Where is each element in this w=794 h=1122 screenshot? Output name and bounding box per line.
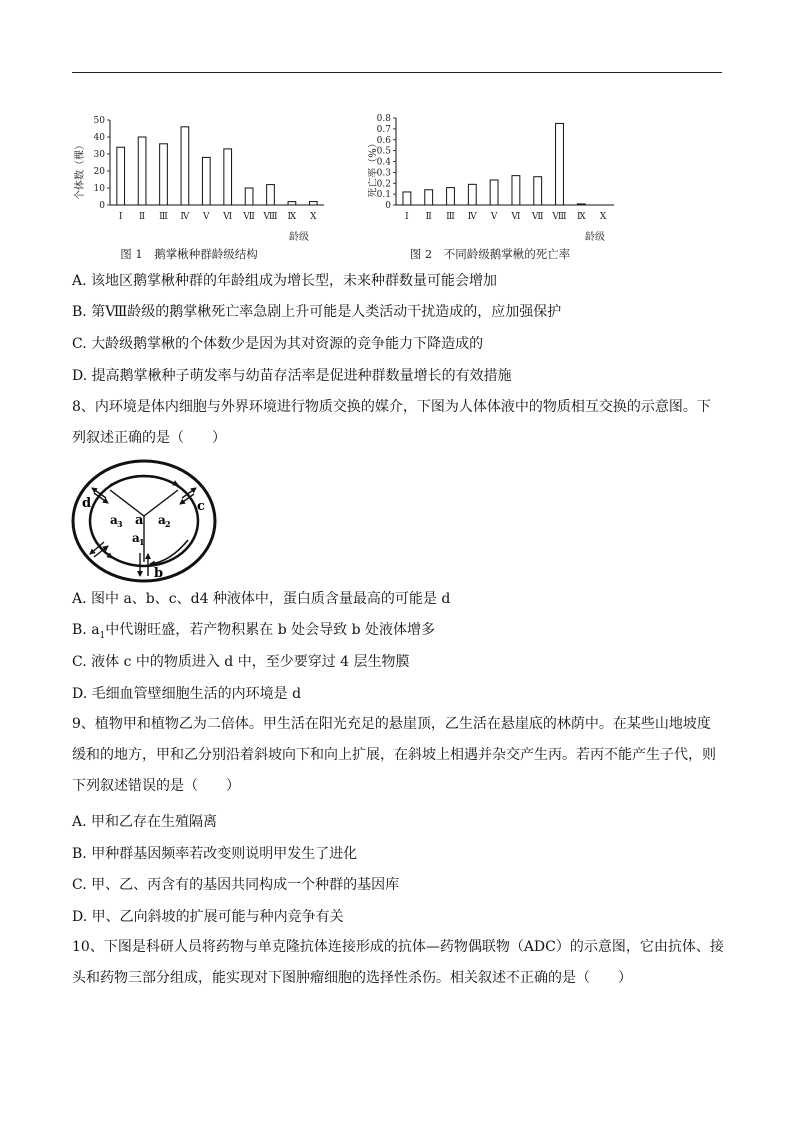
figure-2-y-tick-label: 0.4 xyxy=(376,157,391,168)
figure-2-bar xyxy=(556,123,564,205)
body-fluid-diagram-svg xyxy=(70,458,218,586)
figure-2-y-tick-label: 0.8 xyxy=(376,114,391,124)
figure-1-bar xyxy=(245,188,253,205)
q7-option-a: A. 该地区鹅掌楸种群的年龄组成为增长型，未来种群数量可能会增加 xyxy=(72,273,498,289)
figure-2-y-tick-label: 0.6 xyxy=(376,135,391,146)
header-rule xyxy=(72,72,722,73)
figure-1-x-tick-label: Ⅲ xyxy=(159,212,168,222)
q8-stem: 8、内环境是体内细胞与外界环境进行物质交换的媒介，下图为人体体液中的物质相互交换的示意图。下列叙述正确的是（ ） xyxy=(72,399,711,446)
figure-2-x-tick-label: Ⅹ xyxy=(599,212,607,222)
q8-option-b-subscript: 1 xyxy=(99,630,106,641)
figure-2-mortality-chart xyxy=(368,108,628,263)
figure-2-y-tick-label: 0 xyxy=(385,201,391,211)
q8-option-b-rest: 中代谢旺盛，若产物积累在 b 处会导致 b 处液体增多 xyxy=(105,622,436,638)
figure-2-y-tick-label: 0.2 xyxy=(376,179,391,190)
figure-1-y-tick-label: 30 xyxy=(93,150,105,160)
figure-2-x-axis-label: 龄级 xyxy=(585,232,605,243)
figure-2-y-tick-label: 0.1 xyxy=(376,190,391,201)
figure-2-bar xyxy=(468,184,476,205)
figure-1-x-tick-label: Ⅹ xyxy=(310,212,317,222)
figure-2-bar xyxy=(425,190,433,205)
q8-option-a: A. 图中 a、b、c、d4 种液体中，蛋白质含量最高的可能是 d xyxy=(72,591,451,607)
figure-1-bar xyxy=(160,144,168,205)
diagram-label-a2-sub: 2 xyxy=(165,519,171,529)
figure-2-x-tick-label: Ⅱ xyxy=(425,212,432,222)
figure-2-y-tick-label: 0.3 xyxy=(376,168,391,179)
q8-option-c: C. 液体 c 中的物质进入 d 中，至少要穿过 4 层生物膜 xyxy=(72,654,410,670)
figure-2-bar xyxy=(403,192,411,205)
figure-1-bar xyxy=(138,137,146,205)
figure-1-x-tick-label: Ⅶ xyxy=(243,212,255,222)
figure-1-bar xyxy=(288,202,296,205)
figure-2-bar xyxy=(534,177,542,205)
q7-option-b: B. 第Ⅷ龄级的鹅掌楸死亡率急剧上升可能是人类活动干扰造成的，应加强保护 xyxy=(72,304,562,320)
figure-1-x-tick-label: Ⅵ xyxy=(223,212,233,222)
diagram-label-a1: a xyxy=(132,531,140,545)
figure-1-bar xyxy=(117,147,125,205)
q9-option-c: C. 甲、乙、丙含有的基因共同构成一个种群的基因库 xyxy=(72,877,400,893)
diagram-label-d: d xyxy=(82,496,92,511)
q9-option-d: D. 甲、乙向斜坡的扩展可能与种内竞争有关 xyxy=(72,909,344,925)
figure-2-y-tick-label: 0.7 xyxy=(376,124,391,135)
figure-2-caption: 图 2 不同龄级鹅掌楸的死亡率 xyxy=(409,247,571,261)
q8-option-b-prefix: B. a xyxy=(72,622,100,638)
figure-1-bar xyxy=(202,157,210,205)
figure-2-x-tick-label: Ⅰ xyxy=(405,212,409,222)
figure-2-x-tick-label: Ⅵ xyxy=(511,212,521,222)
figure-1-x-tick-label: Ⅰ xyxy=(118,212,123,222)
figure-1-caption: 图 1 鹅掌楸种群龄级结构 xyxy=(120,247,258,261)
diagram-label-a3-sub: 3 xyxy=(117,519,123,529)
figure-1-y-tick-label: 20 xyxy=(93,167,105,177)
figure-1-x-tick-label: Ⅳ xyxy=(180,212,190,222)
body-fluid-exchange-diagram xyxy=(70,458,218,586)
q7-option-d: D. 提高鹅掌楸种子萌发率与幼苗存活率是促进种群数量增长的有效措施 xyxy=(72,368,512,384)
diagram-label-b: b xyxy=(154,566,164,581)
figure-2-x-tick-label: Ⅳ xyxy=(467,212,477,222)
figure-1-bar xyxy=(181,127,189,205)
figure-2-bar xyxy=(447,188,455,205)
figure-1-y-tick-label: 50 xyxy=(93,116,105,126)
figure-1-y-tick-label: 10 xyxy=(93,184,105,194)
q8-option-d: D. 毛细血管壁细胞生活的内环境是 d xyxy=(72,686,302,702)
figure-1-bar xyxy=(267,185,275,205)
figure-1-svg xyxy=(72,108,332,263)
figure-2-bar xyxy=(490,180,498,205)
figure-1-x-tick-label: Ⅸ xyxy=(287,212,297,222)
figure-2-x-tick-label: Ⅷ xyxy=(552,212,567,222)
diagram-label-a1-sub: 1 xyxy=(139,537,145,547)
diagram-label-a: a xyxy=(135,513,144,528)
q9-stem: 9、植物甲和植物乙为二倍体。甲生活在阳光充足的悬崖顶，乙生活在悬崖底的林荫中。在某些山地坡度缓和的地方，甲和乙分别沿着斜坡向下和向上扩展，在斜坡上相遇并杂交产生丙。若丙不能产生子代，则下列叙述错误的是（ ） xyxy=(72,716,716,794)
figure-2-svg xyxy=(368,108,628,263)
figure-1-x-tick-label: Ⅴ xyxy=(203,212,210,222)
figure-2-y-axis-label: 死亡率（%） xyxy=(368,138,379,198)
figure-2-x-tick-label: Ⅲ xyxy=(446,212,455,222)
diagram-label-c: c xyxy=(197,499,205,514)
figure-2-bar xyxy=(512,176,520,205)
diagram-label-a3: a xyxy=(110,513,118,527)
figure-1-bar xyxy=(224,149,232,205)
q8-option-b xyxy=(72,620,435,646)
figure-2-x-tick-label: Ⅴ xyxy=(490,212,498,222)
figure-1-y-tick-label: 40 xyxy=(93,133,105,143)
figure-2-x-tick-label: Ⅶ xyxy=(531,212,544,222)
figure-1-y-tick-label: 0 xyxy=(99,201,105,211)
diagram-label-a2: a xyxy=(158,513,166,527)
figure-2-x-tick-label: Ⅸ xyxy=(576,212,586,222)
q9-option-a: A. 甲和乙存在生殖隔离 xyxy=(72,814,218,830)
figure-1-y-axis-label: 个体数（棵） xyxy=(75,140,86,200)
figure-1-age-structure-chart xyxy=(72,108,332,263)
figure-1-x-tick-label: Ⅷ xyxy=(263,212,278,222)
q7-option-c: C. 大龄级鹅掌楸的个体数少是因为其对资源的竞争能力下降造成的 xyxy=(72,336,484,352)
figure-2-bar xyxy=(577,204,585,205)
figure-1-bar xyxy=(309,202,317,205)
q10-stem: 10、下图是科研人员将药物与单克隆抗体连接形成的抗体—药物偶联物（ADC）的示意图，它由抗体、接头和药物三部分组成，能实现对下图肿瘤细胞的选择性杀伤。相关叙述不正确的是（ ） xyxy=(72,939,724,986)
figure-2-y-tick-label: 0.5 xyxy=(376,146,391,157)
figure-1-x-axis-label: 龄级 xyxy=(289,232,309,243)
q9-option-b: B. 甲种群基因频率若改变则说明甲发生了进化 xyxy=(72,846,358,862)
figure-1-x-tick-label: Ⅱ xyxy=(139,212,146,222)
